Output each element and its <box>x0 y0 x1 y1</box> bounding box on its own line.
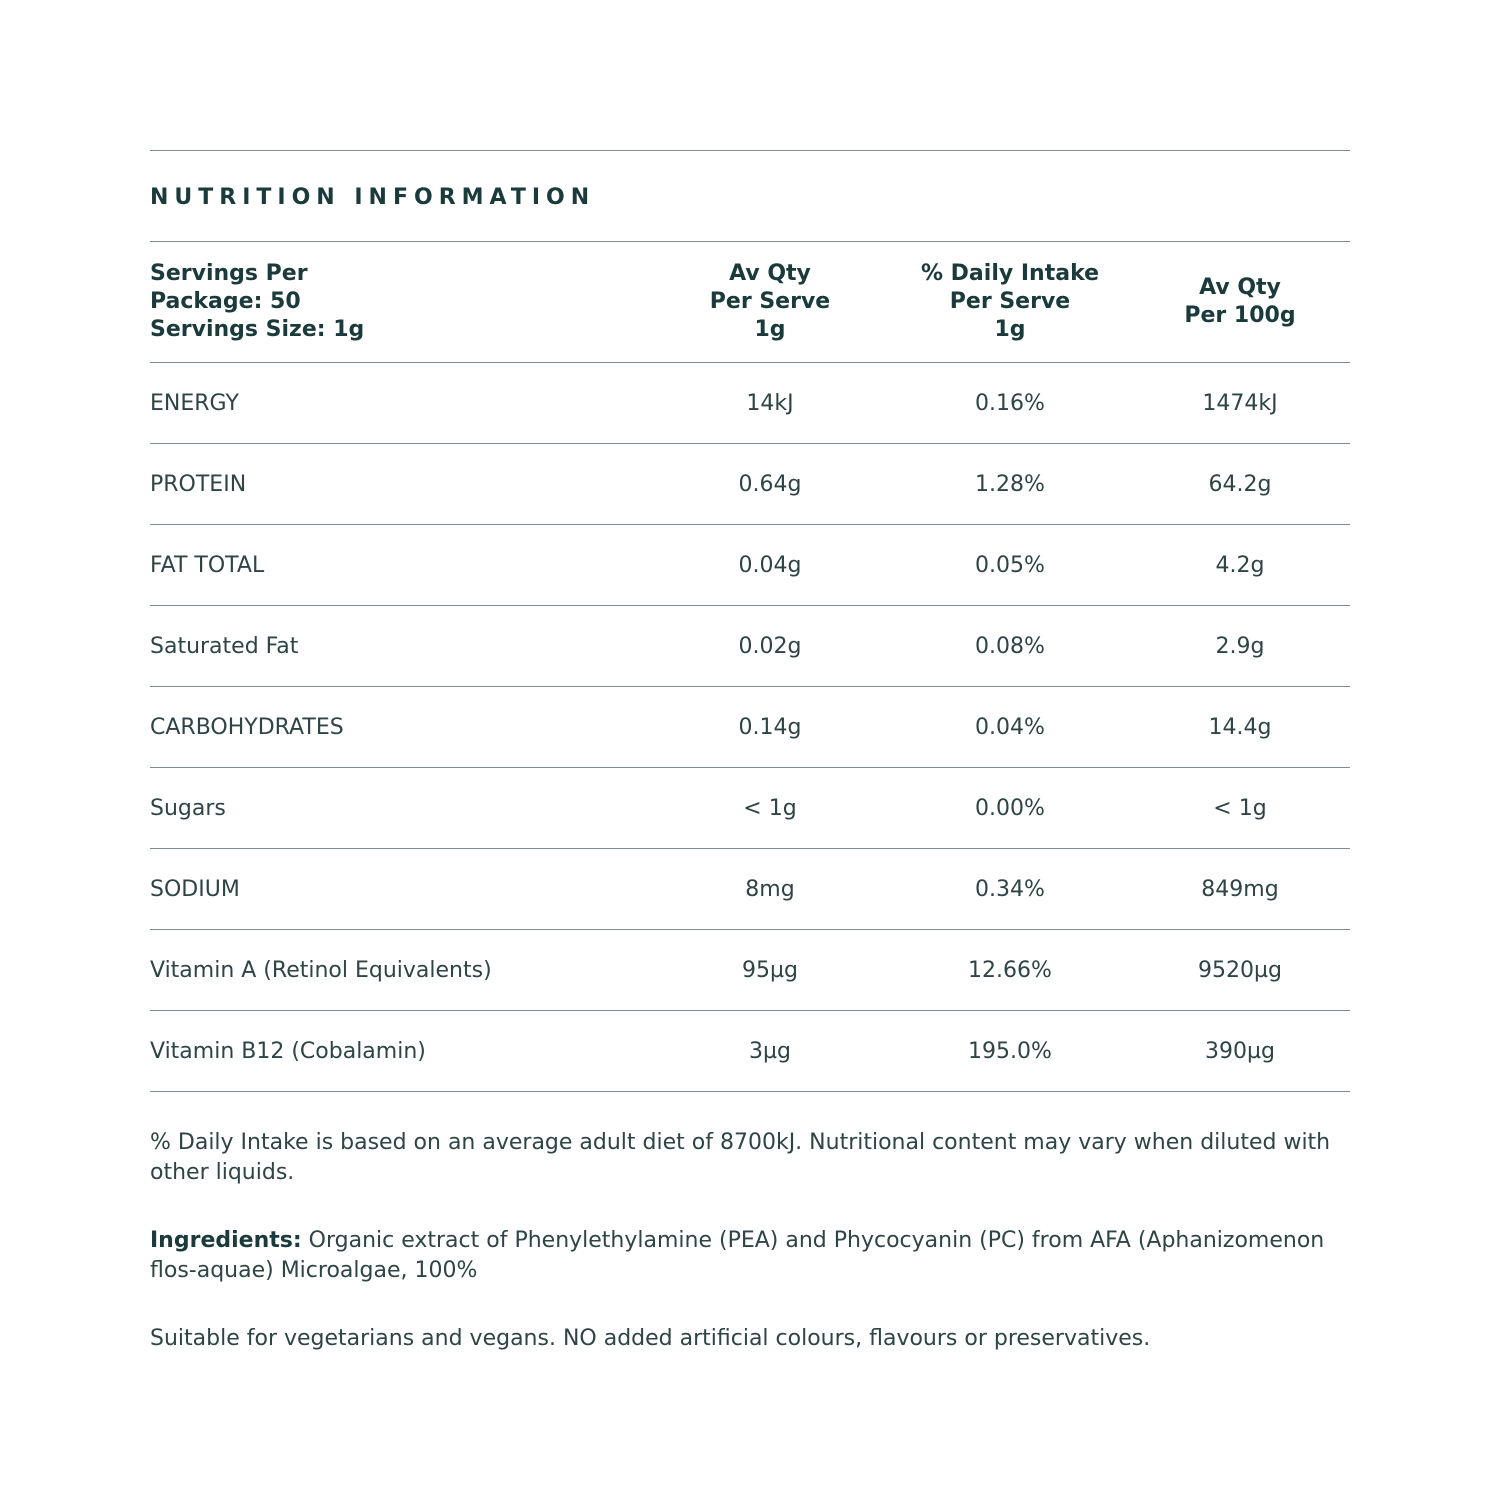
per-serve-value: 8mg <box>745 876 795 902</box>
per-serve-value: 0.04g <box>738 552 802 578</box>
table-row <box>150 687 1350 768</box>
nutrient-name: Sugars <box>150 795 226 821</box>
table-row <box>150 1011 1350 1092</box>
per-100g-value: 2.9g <box>1215 633 1265 659</box>
per-100g-value: 64.2g <box>1208 471 1272 497</box>
nutrient-name: SODIUM <box>150 876 240 902</box>
header-per-serve: Av Qty Per Serve 1g <box>709 261 831 342</box>
daily-intake-value: 0.08% <box>975 633 1045 659</box>
daily-intake-value: 195.0% <box>968 1038 1052 1064</box>
per-100g-value: < 1g <box>1213 795 1267 821</box>
daily-intake-note: % Daily Intake is based on an average adult diet of 8700kJ. Nutritional content may vary when diluted with other liquids. <box>150 1130 1331 1185</box>
table-row <box>150 930 1350 1011</box>
per-serve-value: 0.14g <box>738 714 802 740</box>
nutrient-name: Saturated Fat <box>150 633 299 659</box>
table-row <box>150 444 1350 525</box>
nutrition-table <box>150 241 1350 1092</box>
ingredients-paragraph <box>150 1226 1350 1286</box>
table-row <box>150 849 1350 930</box>
per-serve-value: 95µg <box>742 957 798 983</box>
header-servings: Servings Per Package: 50 Servings Size: 1g <box>150 261 365 342</box>
table-row <box>150 363 1350 444</box>
nutrient-name: FAT TOTAL <box>150 552 265 578</box>
daily-intake-value: 1.28% <box>975 471 1045 497</box>
per-serve-value: 0.64g <box>738 471 802 497</box>
daily-intake-value: 0.00% <box>975 795 1045 821</box>
top-divider <box>150 150 1350 151</box>
nutrient-name: CARBOHYDRATES <box>150 714 344 740</box>
daily-intake-value: 12.66% <box>968 957 1052 983</box>
daily-intake-value: 0.34% <box>975 876 1045 902</box>
per-100g-value: 14.4g <box>1208 714 1272 740</box>
ingredients-text: Organic extract of Phenylethylamine (PEA) and Phycocyanin (PC) from AFA (Aphanizomenon flos-aquae) Microalgae, 100% <box>150 1228 1325 1283</box>
table-header-row <box>150 242 1350 363</box>
nutrient-name: ENERGY <box>150 390 239 416</box>
per-serve-value: < 1g <box>743 795 797 821</box>
per-100g-value: 4.2g <box>1215 552 1265 578</box>
panel-title: NUTRITION INFORMATION <box>150 185 596 210</box>
per-100g-value: 390µg <box>1205 1038 1275 1064</box>
suitability-statement: Suitable for vegetarians and vegans. NO added artificial colours, flavours or preservatives. <box>150 1326 1151 1351</box>
table-row <box>150 525 1350 606</box>
header-per-100g: Av Qty Per 100g <box>1184 275 1296 328</box>
header-daily-intake: % Daily Intake Per Serve 1g <box>920 261 1100 342</box>
ingredients-label: Ingredients: <box>150 1228 302 1253</box>
per-100g-value: 9520µg <box>1198 957 1282 983</box>
per-serve-value: 0.02g <box>738 633 802 659</box>
daily-intake-value: 0.16% <box>975 390 1045 416</box>
daily-intake-value: 0.04% <box>975 714 1045 740</box>
nutrient-name: PROTEIN <box>150 471 247 497</box>
nutrition-panel <box>150 150 1350 1354</box>
per-100g-value: 1474kJ <box>1202 390 1278 416</box>
table-row <box>150 606 1350 687</box>
per-100g-value: 849mg <box>1201 876 1279 902</box>
per-serve-value: 14kJ <box>746 390 794 416</box>
per-serve-value: 3µg <box>749 1038 791 1064</box>
nutrient-name: Vitamin B12 (Cobalamin) <box>150 1038 426 1064</box>
table-row <box>150 768 1350 849</box>
daily-intake-value: 0.05% <box>975 552 1045 578</box>
nutrient-name: Vitamin A (Retinol Equivalents) <box>150 957 492 983</box>
